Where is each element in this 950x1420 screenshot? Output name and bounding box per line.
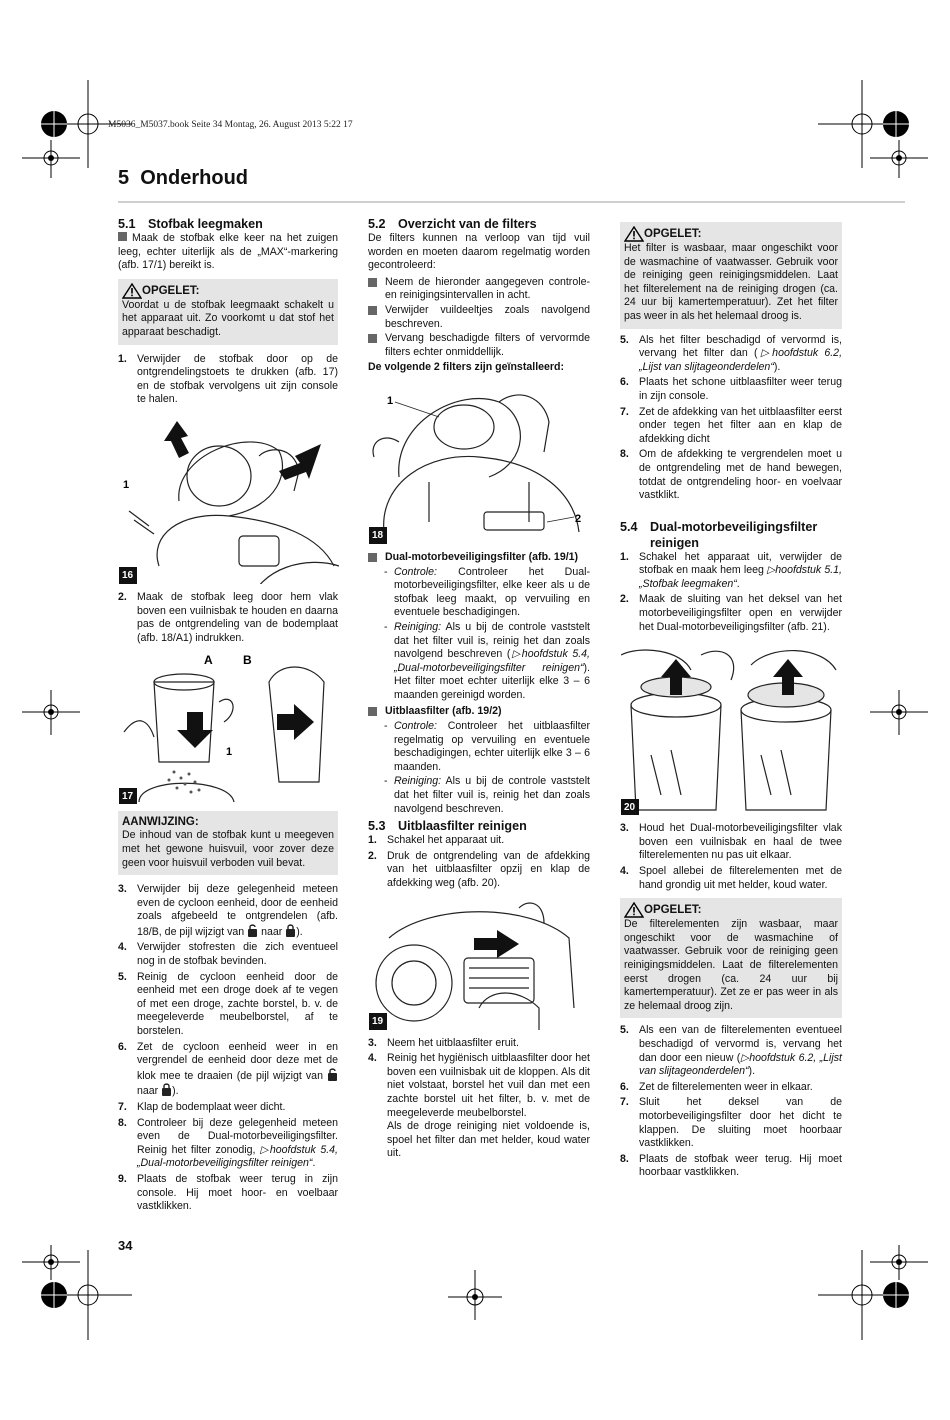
list-item: 2. Maak de sluiting van het deksel van het motorbeveiligingsfilter open en verwijder het Dual-motorbeveiligingsfilter (afb. 21). (620, 593, 842, 633)
unlocked-padlock-icon (247, 924, 258, 937)
list-item: 5. Reinig de cycloon eenheid door de eenheid met een droge doek af te vegen of met een droge, zachte borstel, b. v. de meegeleverde meubelborstel, af te borstelen. (118, 970, 338, 1038)
warning-text: De filterelementen zijn wasbaar, maar ongeschikt voor de wasmachine of vaatwasser. Gebruik voor de reiniging geen reinigingsmiddelen. Laat de filterelementen eerst drogen (ca. 24 uur bij kamertemperatuur). Zet ze er pas weer in als ze helemaal droog zijn. (624, 918, 838, 1012)
list-item: 7. Sluit het deksel van de motorbeveiligingsfilter door het dicht te klappen. De sluiting moet hoorbaar vastklikken. (620, 1096, 842, 1150)
section-intro: Maak de stofbak elke keer na het zuigen leeg, echter uiterlijk als de „MAX“-markering (afb. 17/1) bereikt is. (118, 232, 338, 272)
filter-heading: Uitblaasfilter (afb. 19/2) (368, 705, 590, 719)
warning-triangle-icon (624, 226, 644, 242)
unlocked-padlock-icon (327, 1068, 338, 1081)
motor-filter-removal-illustration (621, 645, 843, 815)
figure-label: 2 (575, 512, 582, 525)
list-item: 2. Druk de ontgrendeling van de afdekking van het uitblaasfilter opzij en klap de afdekking weg (afb. 20). (368, 849, 590, 889)
list-item: 4. Reinig het hygiënisch uitblaasfilter door het boven een vuilnisbak uit de kloppen. Als dit niet volstaat, borstel het vuil dan met een zachte borstel uit het filter, b. v. met de meegeleverde meubelborstel. Als de droge reiniging niet voldoende is, spoel het filter dan met helder, koud water uit. (368, 1052, 590, 1160)
list-item: 1. Verwijder de stofbak door op de ontgrendelingstoets te drukken (afb. 17) en de stofbak vervolgens uit zijn console te halen. (118, 352, 338, 406)
warning-box (620, 222, 842, 329)
chapter-title: Onderhoud (140, 167, 249, 189)
list-item: 3. Houd het Dual-motorbeveiligingsfilter vlak boven een vuilnisbak en haal de twee filterelementen nu pas uit elkaar. (620, 822, 842, 862)
figure-19 (368, 897, 592, 1031)
note-box (118, 811, 338, 875)
locked-padlock-icon (285, 924, 296, 937)
filter-detail: - Reiniging: Als u bij de controle vaststelt dat het filter vuil is, reinig het dan zoals navolgend beschreven (▷hoofdstuk 5.4, „Dual-motorbeveiligingsfilter reinigen“). Het filter moet echter uiterlijk elke 3 – 6 maanden gereinigd worden. (384, 620, 591, 701)
figure-number: 17 (119, 788, 137, 805)
section-heading-5-4: 5.4 Dual-motorbeveiligingsfilter reinigen (620, 519, 818, 550)
warning-box (620, 898, 842, 1018)
bullet-item: Neem de hieronder aangegeven controle- en reinigingsintervallen in acht. (368, 276, 590, 303)
warning-title: OPGELET: (624, 902, 838, 918)
book-header-line: M5036_M5037.book Seite 34 Montag, 26. August 2013 5:22 17 (108, 120, 353, 130)
page-number: 34 (118, 1238, 133, 1253)
figure-18 (368, 381, 592, 545)
figure-20 (620, 644, 844, 816)
section-heading-5-2: 5.2 Overzicht van de filters (368, 217, 537, 231)
list-item: 8. Controleer bij deze gelegenheid meteen even de Dual-motorbeveiligingsfilter. Reinig het filter zonodig, ▷hoofdstuk 5.4, „Dual-motorbeveiligingsfilter reinigen“. (118, 1116, 338, 1170)
column-1 (118, 216, 338, 1216)
chapter-heading (118, 167, 248, 190)
list-item: 6. Plaats het schone uitblaasfilter weer terug in zijn console. (620, 376, 842, 402)
list-item: 9. Plaats de stofbak weer terug in zijn console. Hij moet hoor- en voelbaar vastklikken. (118, 1172, 338, 1213)
list-item: 2. Maak de stofbak leeg door hem vlak boven een vuilnisbak te houden en daarna pas de ontgrendeling van de bodemplaat (afb. 18/A1) indrukken. (118, 590, 338, 644)
figure-number: 16 (119, 567, 137, 584)
note-title: AANWIJZING: (122, 816, 199, 829)
note-text: De inhoud van de stofbak kunt u meegeven met het gewone huisvuil, voor zover deze geen voor huisvuil verboden vuil bevat. (122, 829, 334, 869)
warning-triangle-icon (122, 283, 142, 299)
section-intro: De filters kunnen na verloop van tijd vuil worden en moeten daarom regelmatig worden gecontroleerd: (368, 232, 590, 272)
figure-label: 1 (226, 746, 233, 759)
warning-text: Het filter is wasbaar, maar ongeschikt voor de wasmachine of vaatwasser. Gebruik voor de reiniging geen reinigingsmiddelen. Laat het filterelement na de reiniging drogen (ca. 24 uur bij kamertemperatuur). Zet het filter pas weer in als het helemaal droog is. (624, 242, 838, 322)
warning-triangle-icon (624, 902, 644, 918)
filter-heading: Dual-motorbeveiligingsfilter (afb. 19/1) (368, 551, 590, 565)
warning-text: Voordat u de stofbak leegmaakt schakelt u het apparaat uit. Zo voorkomt u dat stof het apparaat beschadigt. (122, 298, 334, 338)
figure-16 (118, 415, 340, 585)
list-item: 6. Zet de filterelementen weer in elkaar. (620, 1080, 813, 1093)
figure-label-b: B (243, 653, 252, 668)
installed-filters-heading: De volgende 2 filters zijn geïnstalleerd: (368, 361, 565, 374)
list-item: 8. Plaats de stofbak weer terug. Hij moet hoorbaar vastklikken. (620, 1152, 842, 1179)
figure-label: 1 (123, 478, 130, 491)
column-2 (368, 216, 590, 1163)
figure-number: 19 (369, 1013, 387, 1030)
locked-padlock-icon (161, 1083, 172, 1096)
filter-detail: - Controle: Controleer het uitblaasfilter regelmatig op vervuiling en eventuele beschadigingen, echter uiterlijk elke 3 – 6 maanden. (384, 720, 590, 773)
figure-label-a: A (204, 653, 213, 668)
warning-box (118, 279, 338, 345)
list-item: 5. Als een van de filterelementen eventueel beschadigd of vervormd is, vervang het dan door een nieuw (▷hoofdstuk 6.2, „Lijst van slijtageonderdelen“). (620, 1024, 842, 1078)
list-item: 5. Als het filter beschadigd of vervormd is, vervang het filter dan (▷hoofdstuk 6.2, „Lijst van slijtageonderdelen“). (620, 333, 843, 373)
vacuum-filters-overview-illustration (369, 382, 591, 544)
list-item: 4. Spoel allebei de filterelementen met de hand grondig uit met helder, koud water. (620, 865, 842, 891)
list-item: 4. Verwijder stofresten die zich eventueel nog in de stofbak bevinden. (118, 941, 338, 968)
section-heading-5-1: 5.1 Stofbak leegmaken (118, 217, 263, 231)
figure-number: 20 (621, 799, 639, 816)
warning-title: OPGELET: (624, 226, 838, 242)
figure-label: 1 (387, 394, 394, 407)
list-item: 1. Schakel het apparaat uit, verwijder de stofbak en maak hem leeg ▷hoofdstuk 5.1, „Stofbak leegmaken“. (620, 550, 842, 590)
section-heading-5-3: 5.3 Uitblaasfilter reinigen (368, 819, 527, 834)
dustbin-emptying-illustration (119, 652, 339, 804)
list-item: 7. Zet de afdekking van het uitblaasfilter eerst onder tegen het filter aan en klap de afdekking dicht (620, 405, 842, 445)
bullet-item: Vervang beschadigde filters of vervormde filters echter onmiddellijk. (368, 332, 590, 359)
list-item: 3. Neem het uitblaasfilter eruit. (368, 1036, 519, 1049)
vacuum-dustbin-removal-illustration (119, 416, 339, 584)
list-item: 6. Zet de cycloon eenheid weer in en vergrendel de eenheid door deze met de klok mee te draaien (de pijl wijzigt van naar ). (118, 1040, 338, 1098)
warning-title: OPGELET: (122, 283, 334, 299)
chapter-number: 5 (118, 167, 130, 189)
list-item: 3. Verwijder bij deze gelegenheid meteen even de cycloon eenheid, door de eenheid zoals afgebeeld te ontgrendelen (afb. 18/B, de pijl wijzigt van naar ). (118, 883, 338, 938)
bullet-item: Verwijder vuildeeltjes zoals navolgend beschreven. (368, 304, 590, 331)
figure-17 (118, 651, 340, 805)
list-item: 7. Klap de bodemplaat weer dicht. (118, 1101, 286, 1113)
filter-detail: - Reiniging: Als u bij de controle vaststelt dat het filter vuil is, reinig het dan zoals navolgend beschreven. (384, 775, 590, 815)
list-item: 1. Schakel het apparaat uit. (368, 834, 505, 847)
chapter-rule (118, 201, 905, 203)
exhaust-filter-cover-illustration (369, 898, 591, 1030)
filter-detail: - Controle: Controleer het Dual-motorbeveiligingsfilter, elke keer als u de stofbak leeg maakt, op vervuiling en eventuele beschadigingen. (384, 565, 590, 619)
figure-number: 18 (369, 527, 387, 544)
list-item: 8. Om de afdekking te vergrendelen moet u de ontgrendeling met de hand bewegen, totdat de ontgrendeling hoor- en voelvaar vastklikt. (620, 448, 842, 502)
column-3 (620, 222, 842, 1182)
